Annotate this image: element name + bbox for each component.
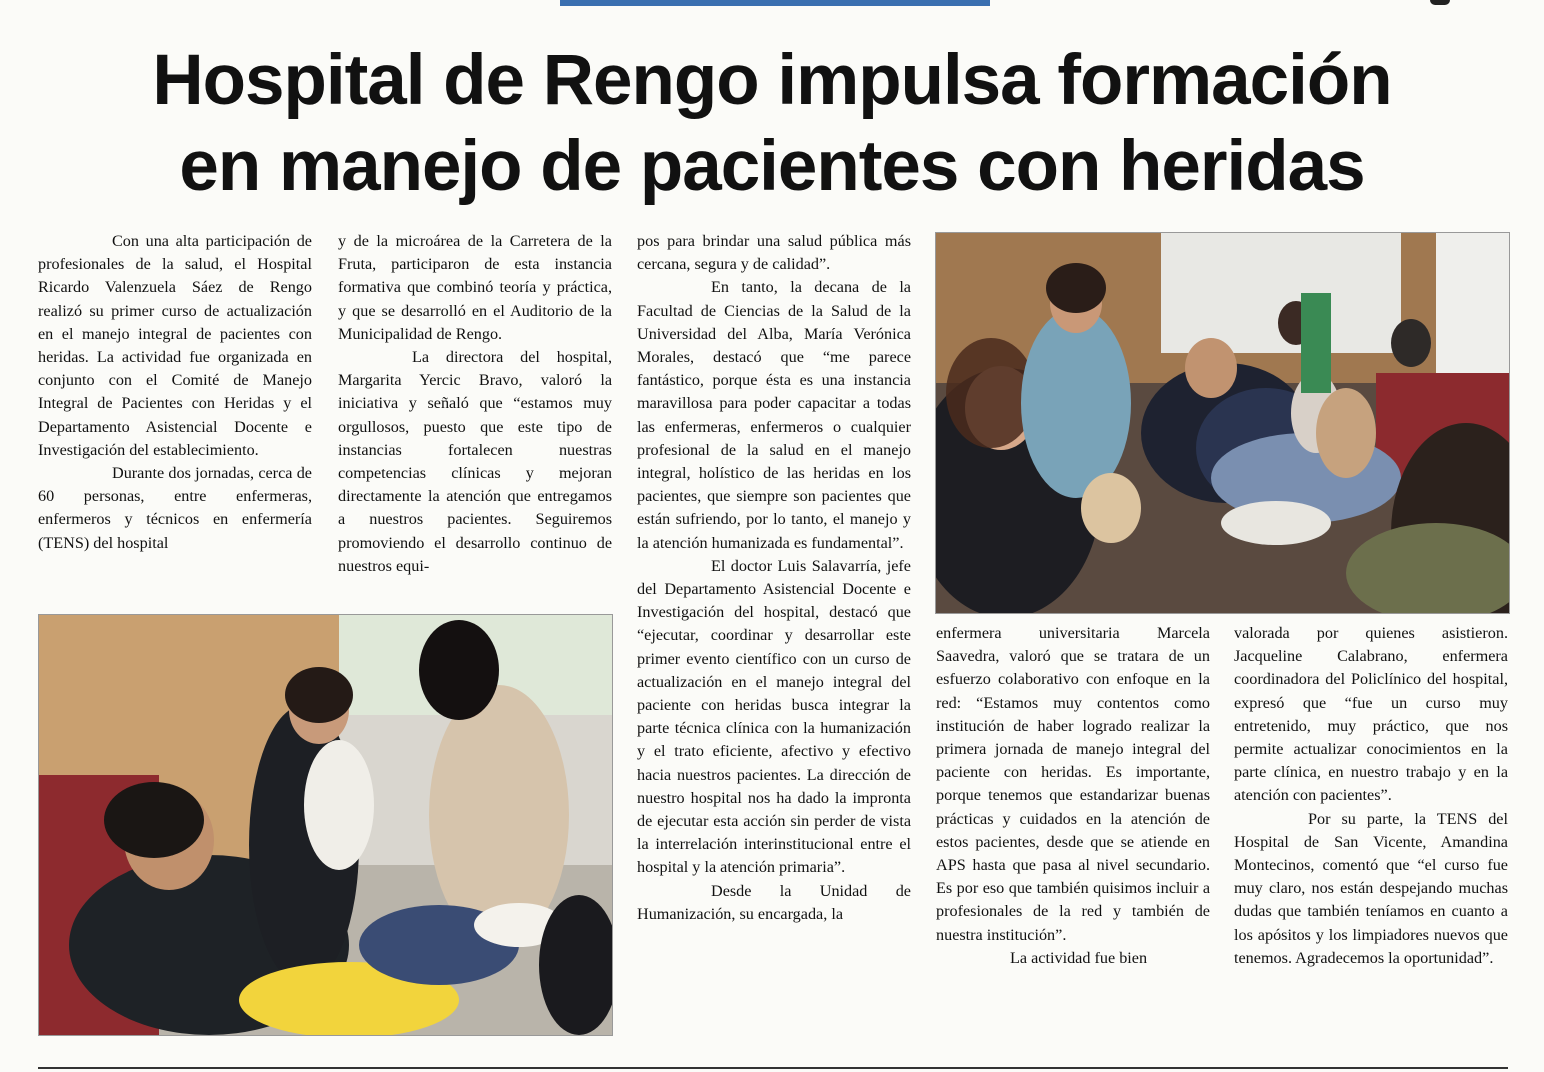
article-paragraph: Por su parte, la TENS del Hospital de San Vicente, Amandina Montecinos, comentó que “el curso fue muy claro, nos están despejando muchas dudas que también teníamos en cuanto a los apósitos y los limpiadores nuevos que tenemos. Agradecemos la oportunidad”. bbox=[1234, 809, 1508, 967]
article-column-5 bbox=[1234, 622, 1508, 1060]
headline-line-1: Hospital de Rengo impulsa formación bbox=[152, 41, 1392, 120]
section-mark bbox=[1430, 0, 1450, 5]
article-paragraph: valorada por quienes asistieron. Jacqueline Calabrano, enfermera coordinadora del Policlínico del hospital, expresó que “fue un curso muy entretenido, muy práctico, que nos permite actualizar conocimientos en la parte clínica, en nuestro trabajo y en la atención con pacientes”. bbox=[1234, 624, 1508, 805]
article-paragraph: El doctor Luis Salavarría, jefe del Departamento Asistencial Docente e Investigación del hospital, destacó que “ejecutar, coordinar y desarrollar este primer evento científico con un curso de actualización en el manejo integral del paciente con heridas busca integrar la parte técnica clínica con la humanización y el trato eficiente, afectivo y efectivo hacia nuestros pacientes. La dirección de nuestro hospital nos ha dado la impronta de ejecutar esta acción sin perder de vista la interrelación interinstitucional entre el hospital y la atención primaria”. bbox=[637, 556, 911, 877]
photo-workshop-bottom-image bbox=[39, 615, 612, 1035]
headline-line-2: en manejo de pacientes con heridas bbox=[179, 127, 1365, 206]
article-paragraph: Desde la Unidad de Humanización, su encargada, la bbox=[637, 881, 911, 923]
article-column-1 bbox=[38, 230, 312, 602]
article-paragraph: enfermera universitaria Marcela Saavedra, valoró que se tratara de un esfuerzo colaborativo con enfoque en la red: “Estamos muy contentos como institución de haber logrado realizar la primera jornada de manejo integral del paciente con heridas. Es importante, porque tenemos que estandarizar buenas prácticas y cuidados en la atención de estos pacientes, desde que se atiende en APS hasta que pasa al nivel secundario. Es por eso que también quisimos incluir a profesionales de la red y también de nuestra institución”. bbox=[936, 624, 1210, 944]
photo-workshop-top bbox=[935, 232, 1510, 614]
bottom-rule bbox=[38, 1067, 1508, 1069]
article-paragraph: Con una alta participación de profesionales de la salud, el Hospital Ricardo Valenzuela Sáez de Rengo realizó su primer curso de actualización en el manejo integral de pacientes con heridas. La actividad fue organizada en conjunto con el Comité de Manejo Integral de Pacientes con Heridas y el Departamento Asistencial Docente e Investigación del establecimiento. bbox=[38, 232, 312, 459]
article-column-3 bbox=[637, 230, 911, 1060]
article-column-2 bbox=[338, 230, 612, 602]
article-column-4 bbox=[936, 622, 1210, 1060]
article-paragraph: La actividad fue bien bbox=[1010, 948, 1148, 967]
article-paragraph: Durante dos jornadas, cerca de 60 personas, entre enfermeras, enfermeros y técnicos en enfermería (TENS) del hospital bbox=[38, 464, 312, 552]
photo-workshop-bottom bbox=[38, 614, 613, 1036]
article-paragraph: pos para brindar una salud pública más cercana, segura y de calidad”. bbox=[637, 232, 911, 274]
headline bbox=[20, 38, 1524, 210]
article-paragraph: En tanto, la decana de la Facultad de Ciencias de la Salud de la Universidad del Alba, María Verónica Morales, destacó que “me parece fantástico, porque ésta es una instancia maravillosa para poder capacitar a todas las enfermeras, enfermeros o cualquier profesional de la salud en el manejo integral, holístico de las heridas en los pacientes, que siempre son pacientes que están sufriendo, por lo tanto, el manejo y la atención humanizada es fundamental”. bbox=[637, 278, 911, 552]
article-paragraph: y de la microárea de la Carretera de la Fruta, participaron de esta instancia formativa que combinó teoría y práctica, y que se desarrolló en el Auditorio de la Municipalidad de Rengo. bbox=[338, 232, 612, 343]
photo-workshop-top-image bbox=[936, 233, 1509, 613]
section-bar bbox=[560, 0, 990, 6]
article-paragraph: La directora del hospital, Margarita Yercic Bravo, valoró la iniciativa y señaló que “estamos muy orgullosos, puesto que este tipo de instancias fortalecen nuestras competencias clínicas y mejoran directamente la atención que entregamos a nuestros pacientes. Seguiremos promoviendo el desarrollo continuo de nuestros equi- bbox=[338, 348, 612, 575]
